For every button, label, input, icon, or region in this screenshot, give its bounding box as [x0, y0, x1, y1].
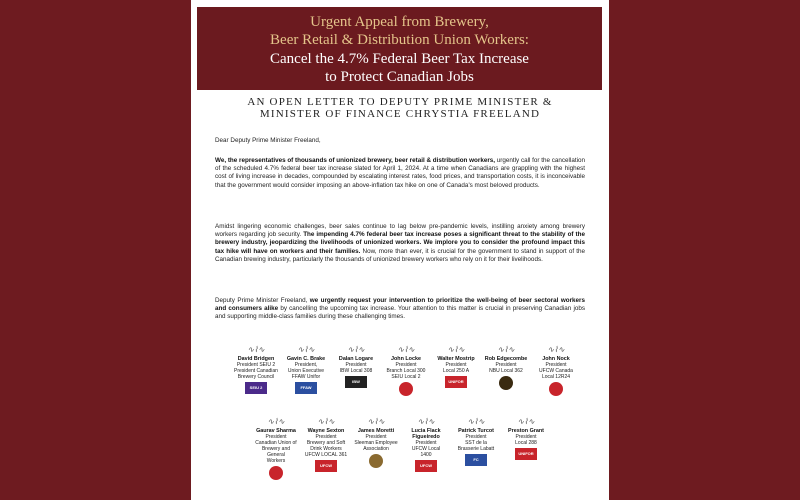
paragraph-1-bold: We, the representatives of thousands of unionized brewery, beer retail & distribution workers,: [215, 157, 496, 164]
signatory-title: President Local 288: [515, 434, 537, 446]
union-logo-icon: SEIU 2: [245, 382, 267, 394]
banner-line-3: Cancel the 4.7% Federal Beer Tax Increase: [270, 51, 529, 67]
handwritten-signature: ∿⌇∿: [367, 417, 385, 426]
subtitle-line-1: AN OPEN LETTER TO DEPUTY PRIME MINISTER &: [247, 96, 553, 108]
paragraph-3: [215, 297, 585, 322]
handwritten-signature: ∿⌇∿: [267, 417, 285, 426]
signatory-name: John Nock: [542, 356, 570, 362]
signatory-name: Preston Grant: [508, 428, 544, 434]
union-logo-icon: [499, 376, 513, 390]
signatory-title: President Canadian Union of Brewery and General Workers: [255, 434, 297, 464]
signatory-name: Walter Mostrip: [437, 356, 475, 362]
union-logo-icon: [549, 382, 563, 396]
signatory-name: Gavin C. Brake: [286, 356, 326, 362]
signatory-title: President UFCW Canada Local 12R24: [539, 362, 573, 380]
banner-line-4: to Protect Canadian Jobs: [325, 69, 474, 85]
handwritten-signature: ∿⌇∿: [417, 417, 435, 426]
signatory-title: President Brewery and Soft Drink Workers UFCW LOCAL 361: [304, 434, 348, 458]
signatory-title: President, Union Executive FFAW Unifor: [287, 362, 325, 380]
union-logo-icon: UNIFOR: [445, 376, 467, 388]
union-logo-icon: UFCW: [415, 460, 437, 472]
signatory-title: President Sleeman Employee Association: [354, 434, 398, 452]
handwritten-signature: ∿⌇∿: [347, 345, 365, 354]
handwritten-signature: ∿⌇∿: [247, 345, 265, 354]
signatory: [333, 344, 379, 388]
letter-page: [191, 0, 609, 500]
banner-line-2: Beer Retail & Distribution Union Workers:: [270, 32, 529, 48]
signatory: [253, 416, 299, 480]
signatory-name: Patrick Turcot: [458, 428, 494, 434]
signatory-name: John Locke: [391, 356, 421, 362]
signatory-name: Dalan Logare: [338, 356, 374, 362]
paragraph-1-text: urgently call for the cancellation of the scheduled 4.7% federal beer tax increase slated for April 1, 2024. At a time when Canadians are grappling with the highest cost of living increase in decades, compounded by escalating interest rates, food prices, and transportation costs, it is inconceivable that the government would consider imposing an above-inflation tax hike on one of Canada's most beloved products.: [215, 157, 586, 189]
paragraph-2-text: Now, more than ever, it is crucial for the government to stand in support of the Canadian brewing industry, particularly the thousands of unionized brewery workers who rely on it for their livelihoods.: [215, 247, 585, 263]
banner-line-1: Urgent Appeal from Brewery,: [310, 14, 489, 30]
signatory: [233, 344, 279, 394]
union-logo-icon: FFAW UNIFOR: [295, 382, 317, 394]
signatory-title: President SEIU 2 President Canadian Brewery Council: [234, 362, 278, 380]
paragraph-3-start: Deputy Prime Minister Freeland,: [215, 297, 310, 304]
signatory: [383, 344, 429, 396]
paragraph-1: [215, 157, 585, 190]
signatory-name: David Bridgen: [237, 356, 275, 362]
signatory-name: Wayne Sexton: [307, 428, 345, 434]
signatory: [533, 344, 579, 396]
signatory: [283, 344, 329, 402]
signatory-name: Rob Edgecombe: [484, 356, 528, 362]
subtitle-line-2: MINISTER OF FINANCE CHRYSTIA FREELAND: [259, 108, 541, 120]
signatory-title: President NBU Local 362: [489, 362, 523, 374]
handwritten-signature: ∿⌇∿: [467, 417, 485, 426]
handwritten-signature: ∿⌇∿: [447, 345, 465, 354]
signatory-name: Gaurav Sharma: [256, 428, 296, 434]
signatory: [403, 416, 449, 472]
union-logo-icon: [399, 382, 413, 396]
signatory: [483, 344, 529, 390]
signatory-title: President UFCW Local 1400: [411, 440, 441, 458]
signatory-title: President IBW Local 308: [339, 362, 373, 374]
handwritten-signature: ∿⌇∿: [547, 345, 565, 354]
paragraph-3-text: by cancelling the upcoming tax increase. Your attention to this matter is crucial in preserving Canadian jobs and supporting middle-class families during these challenging times.: [215, 305, 586, 321]
signatory-name: Lucia Flack Figueiredo: [411, 428, 441, 440]
signatory-title: President Local 250 A: [442, 362, 470, 374]
signatory: [503, 416, 549, 460]
union-logo-icon: IBW: [345, 376, 367, 388]
signatory-title: President Branch Local 300 SEIU Local 2: [386, 362, 426, 380]
banner: [197, 7, 602, 90]
paragraph-3-bold: we urgently request your intervention to prioritize the well-being of beer sectoral workers and consumers alike: [215, 297, 585, 313]
signatory-name: James Moretti: [357, 428, 395, 434]
paragraph-2: [215, 223, 585, 264]
handwritten-signature: ∿⌇∿: [317, 417, 335, 426]
handwritten-signature: ∿⌇∿: [497, 345, 515, 354]
handwritten-signature: ∿⌇∿: [297, 345, 315, 354]
union-logo-icon: UFCW: [315, 460, 337, 472]
signatory: [453, 416, 499, 466]
handwritten-signature: ∿⌇∿: [517, 417, 535, 426]
signatory: [303, 416, 349, 472]
signatory-title: President SST de la Brasserie Labatt: [457, 434, 495, 452]
paragraph-2-bold: The impending 4.7% federal beer tax increase poses a significant threat to the stability of the brewery industry, jeopardizing the livelihoods of unionized workers. We implore you to consider the profound impact this tax hike will have on workers and their families.: [215, 231, 586, 255]
paragraph-2-start: Amidst lingering economic challenges, beer sales continue to lag below pre-pandemic levels, instilling anxiety among brewery workers regarding job security.: [215, 223, 585, 239]
signatory: [433, 344, 479, 388]
salutation: Dear Deputy Prime Minister Freeland,: [215, 137, 321, 144]
union-logo-icon: [269, 466, 283, 480]
union-logo-icon: [369, 454, 383, 468]
signatory: [353, 416, 399, 468]
union-logo-icon: FC: [465, 454, 487, 466]
handwritten-signature: ∿⌇∿: [397, 345, 415, 354]
union-logo-icon: UNIFOR: [515, 448, 537, 460]
